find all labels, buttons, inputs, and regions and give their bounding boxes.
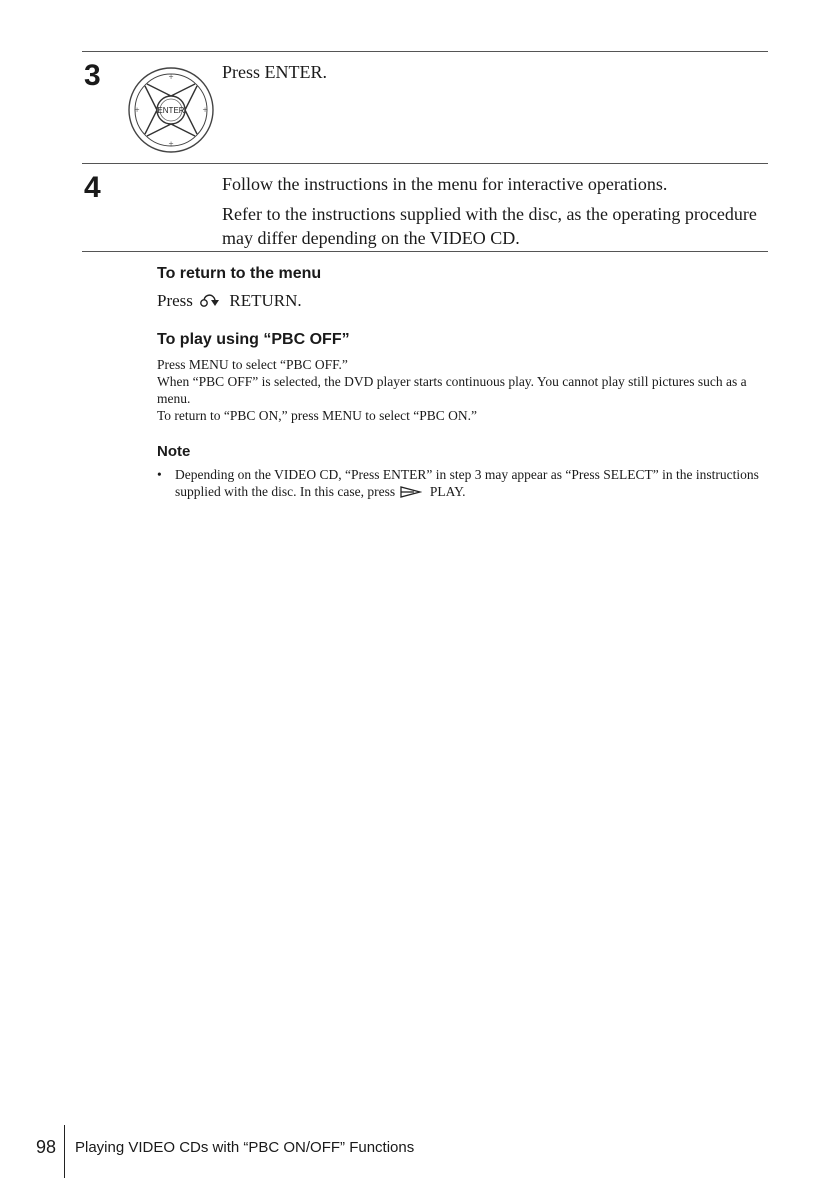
return-arrow-icon (199, 292, 221, 314)
return-instruction (157, 290, 302, 314)
pbc-off-line-3: To return to “PBC ON,” press MENU to select “PBC ON.” (157, 408, 478, 423)
step-4-text (222, 172, 768, 256)
svg-text:+: + (168, 72, 174, 82)
step-3-text (222, 60, 768, 90)
pbc-off-line-1: Press MENU to select “PBC OFF.” (157, 357, 348, 372)
svg-text:+: + (168, 139, 174, 149)
step-4-number: 4 (84, 171, 101, 204)
step-3-number: 3 (84, 59, 101, 92)
note-bullet: • (157, 467, 162, 482)
pbc-off-line-2: When “PBC OFF” is selected, the DVD player starts continuous play. You cannot play still pictures such as a menu. (157, 374, 747, 406)
step-4-paragraph-1: Follow the instructions in the menu for interactive operations. (222, 174, 668, 194)
remote-cursor-icon (125, 64, 217, 156)
play-label: PLAY. (429, 484, 466, 499)
step-3-top-rule (82, 51, 768, 52)
enter-label: ENTER (157, 106, 185, 115)
step-4-bottom-rule (82, 251, 768, 252)
return-button-label: RETURN. (229, 291, 302, 310)
svg-text:+: + (202, 105, 208, 115)
return-press-word: Press (157, 291, 193, 310)
note-item (157, 466, 767, 502)
pbc-off-heading: To play using “PBC OFF” (157, 331, 350, 348)
step-3-paragraph: Press ENTER. (222, 62, 327, 82)
note-heading: Note (157, 443, 191, 460)
enter-button-illustration (125, 64, 217, 156)
footer-title: Playing VIDEO CDs with “PBC ON/OFF” Functions (75, 1139, 415, 1156)
play-icon (400, 485, 422, 502)
page-number: 98 (36, 1137, 57, 1157)
step-4-paragraph-2: Refer to the instructions supplied with the disc, as the operating procedure may differ depending on the VIDEO CD. (222, 204, 757, 248)
note-item-text: Depending on the VIDEO CD, “Press ENTER” in step 3 may appear as “Press SELECT” in the instructions supplied with the disc. In this case, press (175, 467, 759, 499)
footer-divider (64, 1125, 65, 1178)
return-heading: To return to the menu (157, 265, 322, 282)
svg-text:+: + (134, 105, 140, 115)
step-4-top-rule (82, 163, 768, 164)
